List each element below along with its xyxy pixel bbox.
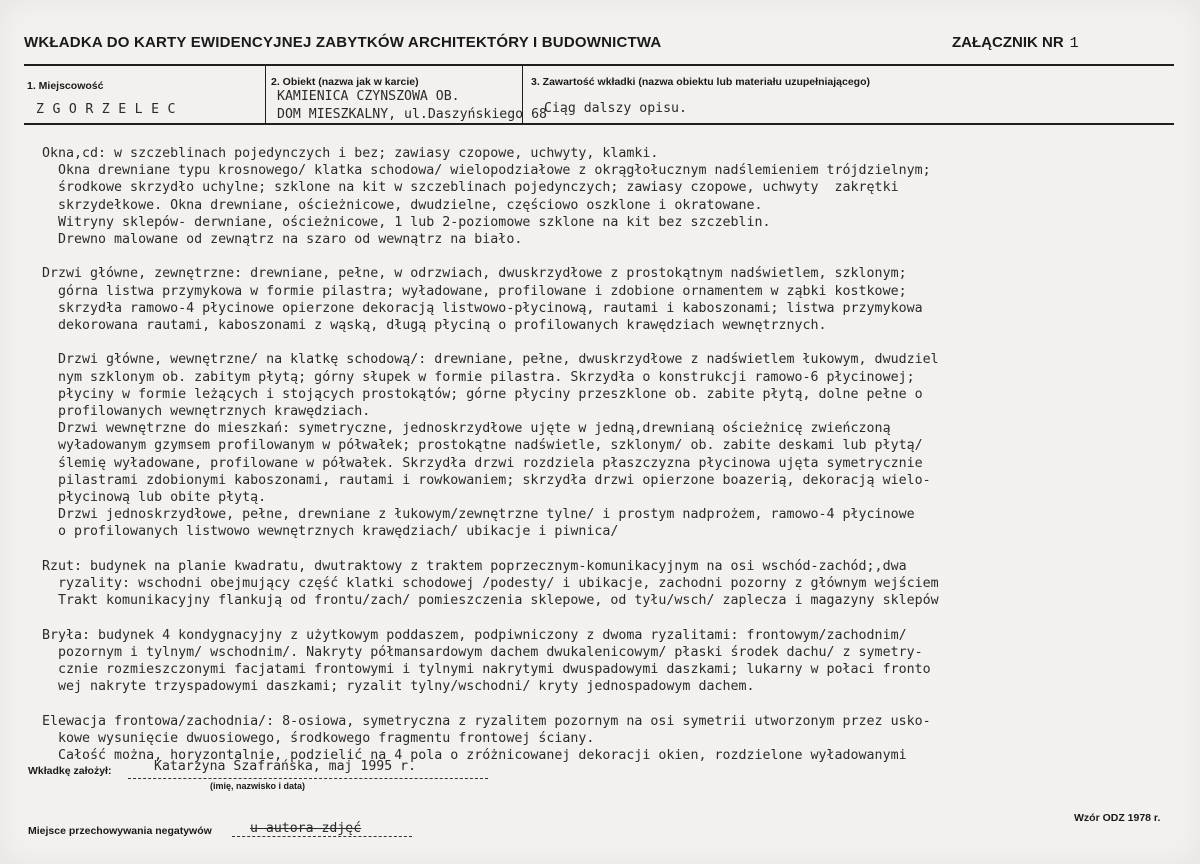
body-line: Trakt komunikacyjny flankują od frontu/zach/ pomieszczenia sklepowe, od tyłu/wsch/ zaplecza i magazyny sklepów xyxy=(42,593,939,609)
body-line: płycinową lub obite płytą. xyxy=(42,490,267,505)
body-line: Drzwi główne, zewnętrzne: drewniane, pełne, w odrzwiach, dwuskrzydłowe z prostokątnym nadświetlem, szklonym; xyxy=(42,266,907,282)
body-line: skrzydła ramowo-4 płycinowe opierzone dekoracją listwowo-płycinową, rautami i kaboszonami; listwa przymykowa xyxy=(42,300,923,316)
body-line: kowe wysunięcie dwuosiowego, środkowego fragmentu frontowej ściany. xyxy=(42,730,595,746)
object-label: 2. Obiekt (nazwa jak w karcie) xyxy=(271,76,419,88)
author-hint: (imię, nazwisko i data) xyxy=(210,781,306,791)
body-line: cznie rozmieszczonymi facjatami frontowymi i tylnymi nakrytymi dwuspadowymi daszkami; lukarny w połaci fronto xyxy=(42,662,931,677)
annex-label xyxy=(952,34,1079,52)
body-line: Drzwi główne, wewnętrzne/ na klatkę schodową/: drewniane, pełne, dwuskrzydłowe z nadświetlem łukowym, dwudziel xyxy=(42,352,939,368)
body-line: wej nakryte trzyspadowymi daszkami; ryzalit tylny/wschodni/ kryty jednospadowym dachem. xyxy=(42,679,755,695)
body-line: skrzydełkowe. Okna drewniane, ościeżnicowe, dwudzielne, częściowo oszklone i okratowane. xyxy=(42,197,763,213)
body-line: Całość można, horyzontalnie, podzielić na 4 pola o zróżnicowanej dekoracji okien, rozdzielone wyładowanymi xyxy=(42,748,907,763)
negatives-value: u autora zdjęć xyxy=(250,821,362,836)
author-label: Wkładkę założył: xyxy=(28,765,112,777)
annex-label-text: ZAŁĄCZNIK NR xyxy=(952,34,1064,51)
negatives-label: Miejsce przechowywania negatywów xyxy=(28,825,212,837)
body-line: Bryła: budynek 4 kondygnacyjny z użytkowym poddaszem, podpiwniczony z dwoma ryzalitami: frontowym/zachodnim/ xyxy=(42,627,907,643)
body-line: nym szklonym ob. zabitym płytą; górny słupek w formie pilastra. Skrzydła o konstrukcji ramowo-6 płycinowej; xyxy=(42,369,915,385)
object-line-2: DOM MIESZKALNY, ul.Daszyńskiego 68 xyxy=(277,107,547,122)
author-value: Katarzyna Szafrańska, maj 1995 r. xyxy=(154,759,417,774)
body-line: dekorowana rautami, kaboszonami z wąską, długą płyciną o profilowanych krawędziach wewnętrznych. xyxy=(42,318,827,333)
body-line: górna listwa przymykowa w formie pilastra; wyładowane, profilowane i zdobione ornamentem w ząbki kostkowe; xyxy=(42,283,907,299)
body-line: ryzality: wschodni obejmujący część klatki schodowej /podesty/ i ubikacje, zachodni pozorny z głównym wejściem xyxy=(42,576,939,591)
body-line: pilastrami zdobionymi kaboszonami, rautami i rowkowaniem; skrzydła drzwi opierzone boazerią, dekoracją wielo- xyxy=(42,472,931,488)
body-line: Drzwi jednoskrzydłowe, pełne, drewniane z łukowym/zewnętrzne tylne/ i prostym nadprożem, ramowo-4 płycinowe xyxy=(42,507,915,523)
top-rule xyxy=(24,64,1174,66)
divider-1 xyxy=(265,66,266,124)
body-line: Okna drewniane typu krosnowego/ klatka schodowa/ wielopodziałowe z okrągłołucznym nadślemieniem trójdzielnym; xyxy=(42,163,931,179)
bottom-rule xyxy=(24,123,1174,125)
content-label: 3. Zawartość wkładki (nazwa obiektu lub materiału uzupełniającego) xyxy=(531,76,870,88)
annex-number: 1 xyxy=(1069,35,1079,52)
body-line: Witryny sklepów- derwniane, ościeżnicowe, 1 lub 2-poziomowe szklone na kit bez szczeblin. xyxy=(42,214,771,230)
body-line: Drewno malowane od zewnątrz na szaro od wewnątrz na biało. xyxy=(42,232,523,247)
object-line-1: KAMIENICA CZYNSZOWA OB. xyxy=(277,89,460,104)
body-line: o profilowanych listwowo wewnętrznych krawędziach/ ubikacje i piwnica/ xyxy=(42,524,619,540)
locality-value: ZGORZELEC xyxy=(36,102,184,117)
body-line: Rzut: budynek na planie kwadratu, dwutraktowy z traktem poprzecznym-komunikacyjnym na osi wschód-zachód;,dwa xyxy=(42,558,907,574)
locality-label: 1. Miejscowość xyxy=(27,80,104,92)
body-line: profilowanych wewnętrznych krawędziach. xyxy=(42,404,371,419)
body-line: Elewacja frontowa/zachodnia/: 8-osiowa, symetryczna z ryzalitem pozornym na osi symetrii utworzonym przez usko- xyxy=(42,713,931,729)
body-line: ślemię wyładowane, profilowane w półwałek. Skrzydła drzwi rozdziela płaszczyzna płycinowa ujęta symetrycznie xyxy=(42,455,923,471)
template-note: Wzór ODZ 1978 r. xyxy=(1074,812,1161,824)
author-line xyxy=(128,778,488,779)
body-line: Drzwi wewnętrzne do mieszkań: symetryczne, jednoskrzydłowe ujęte w jedną,drewnianą ościeżnicę zwieńczoną xyxy=(42,421,891,437)
content-value: Ciąg dalszy opisu. xyxy=(544,101,687,116)
body-line: płyciny w formie leżących i stojących prostokątów; górne płyciny przeszklone ob. zabite płytą, dolne pełne o xyxy=(42,386,923,402)
body-line: środkowe skrzydło uchylne; szklone na kit w szczeblinach pojedynczych; zawiasy czopowe, uchwyty zakrętki xyxy=(42,180,899,196)
body-line: pozornym i tylnym/ wschodnim/. Nakryty półmansardowym dachem dwukalenicowym/ płaski środek dachu/ z symetry- xyxy=(42,644,923,660)
body-line: Okna,cd: w szczeblinach pojedynczych i bez; zawiasy czopowe, uchwyty, klamki. xyxy=(42,146,659,161)
card-title: WKŁADKA DO KARTY EWIDENCYJNEJ ZABYTKÓW ARCHITEKTÓRY I BUDOWNICTWA xyxy=(24,34,662,51)
body-line: wyładowanym gzymsem profilowanym w półwałek; prostokątne nadświetle, szklonym/ ob. zabite deskami lub płytą/ xyxy=(42,438,923,454)
